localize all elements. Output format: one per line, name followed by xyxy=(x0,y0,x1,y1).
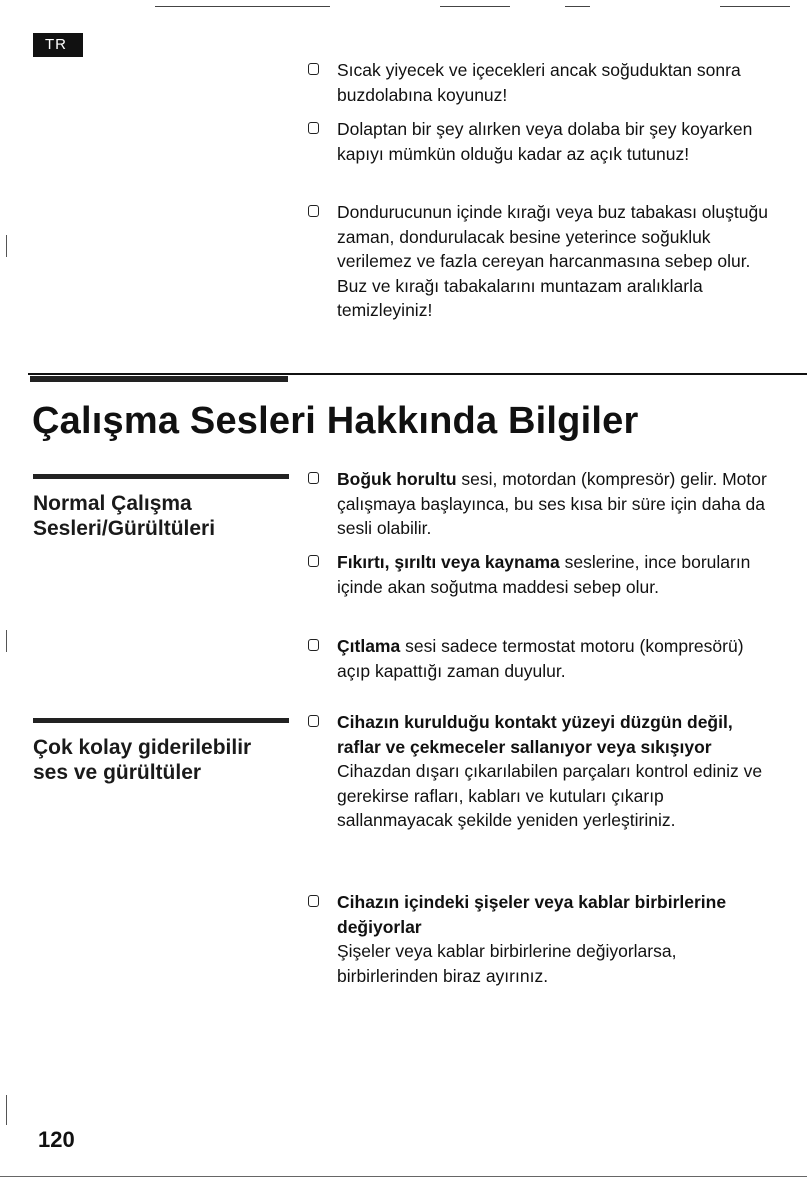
list-item-body: Cihazdan dışarı çıkarılabilen parçaları kontrol ediniz ve gerekirse rafları, kabları ve kutuları çıkarıp sallanmayacak şekilde yeniden yerleştiriniz. xyxy=(337,761,763,830)
top-edge-line xyxy=(155,6,330,7)
subsection-bar xyxy=(33,718,289,723)
top-edge-line xyxy=(565,6,590,7)
list-item xyxy=(308,890,778,988)
section-bar xyxy=(30,376,288,382)
checkbox-bullet-icon xyxy=(308,472,319,484)
subsection-title-line: Normal Çalışma xyxy=(33,492,192,515)
section-title: Çalışma Sesleri Hakkında Bilgiler xyxy=(32,400,639,442)
left-edge-mark xyxy=(6,235,7,257)
list-item xyxy=(308,550,778,599)
list-item-body: Şişeler veya kablar birbirlerine değiyorlarsa, birbirlerinden biraz ayırınız. xyxy=(337,941,677,986)
bottom-edge-line xyxy=(0,1176,807,1177)
top-edge-line xyxy=(720,6,790,7)
list-item-heading: Cihazın içindeki şişeler veya kablar birbirlerine değiyorlar xyxy=(337,892,727,937)
list-item-text: Boğuk horultu sesi, motordan (kompresör) gelir. Motor çalışmaya başlayınca, bu ses kısa bir süre için daha da sesli olabilir. xyxy=(337,469,767,538)
page-number: 120 xyxy=(38,1127,75,1152)
subsection-title-line: Çok kolay giderilebilir xyxy=(33,736,252,759)
checkbox-bullet-icon xyxy=(308,122,319,134)
checkbox-bullet-icon xyxy=(308,555,319,567)
list-item xyxy=(308,634,778,683)
subsection-title-line: ses ve gürültüler xyxy=(33,761,202,784)
list-item xyxy=(308,467,778,541)
list-item-text: Fıkırtı, şırıltı veya kaynama seslerine, ince boruların içinde akan soğutma maddesi sebep olur. xyxy=(337,552,751,597)
list-item xyxy=(308,200,778,323)
top-edge-line xyxy=(440,6,510,7)
language-badge: TR xyxy=(33,33,83,57)
list-item xyxy=(308,117,778,166)
list-item xyxy=(308,58,778,107)
checkbox-bullet-icon xyxy=(308,639,319,651)
subsection-title-line: Sesleri/Gürültüleri xyxy=(33,517,216,540)
subsection-bar xyxy=(33,474,289,479)
list-item-heading: Cihazın kurulduğu kontakt yüzeyi düzgün değil, raflar ve çekmeceler sallanıyor veya sıkışıyor xyxy=(337,712,733,757)
list-item-text: Çıtlama sesi sadece termostat motoru (kompresörü) açıp kapattığı zaman duyulur. xyxy=(337,636,744,681)
list-item-text: Dolaptan bir şey alırken veya dolaba bir şey koyarken kapıyı mümkün olduğu kadar az açık tutunuz! xyxy=(337,119,753,164)
checkbox-bullet-icon xyxy=(308,205,319,217)
subsection-title xyxy=(33,735,251,785)
list-item-text xyxy=(337,710,778,833)
checkbox-bullet-icon xyxy=(308,895,319,907)
left-edge-mark xyxy=(6,630,7,652)
checkbox-bullet-icon xyxy=(308,715,319,727)
left-edge-mark xyxy=(6,1095,7,1125)
list-item-text xyxy=(337,890,778,988)
subsection-title xyxy=(33,491,215,541)
list-item-text: Dondurucunun içinde kırağı veya buz tabakası oluştuğu zaman, dondurulacak besine yeterince soğukluk verilemez ve fazla cereyan harcanmasına sebep olur. Buz ve kırağı tabakalarını muntazam aralıklarla temizleyiniz! xyxy=(337,202,768,320)
list-item-text: Sıcak yiyecek ve içecekleri ancak soğuduktan sonra buzdolabına koyunuz! xyxy=(337,60,741,105)
list-item xyxy=(308,710,778,833)
section-rule xyxy=(28,373,807,375)
checkbox-bullet-icon xyxy=(308,63,319,75)
